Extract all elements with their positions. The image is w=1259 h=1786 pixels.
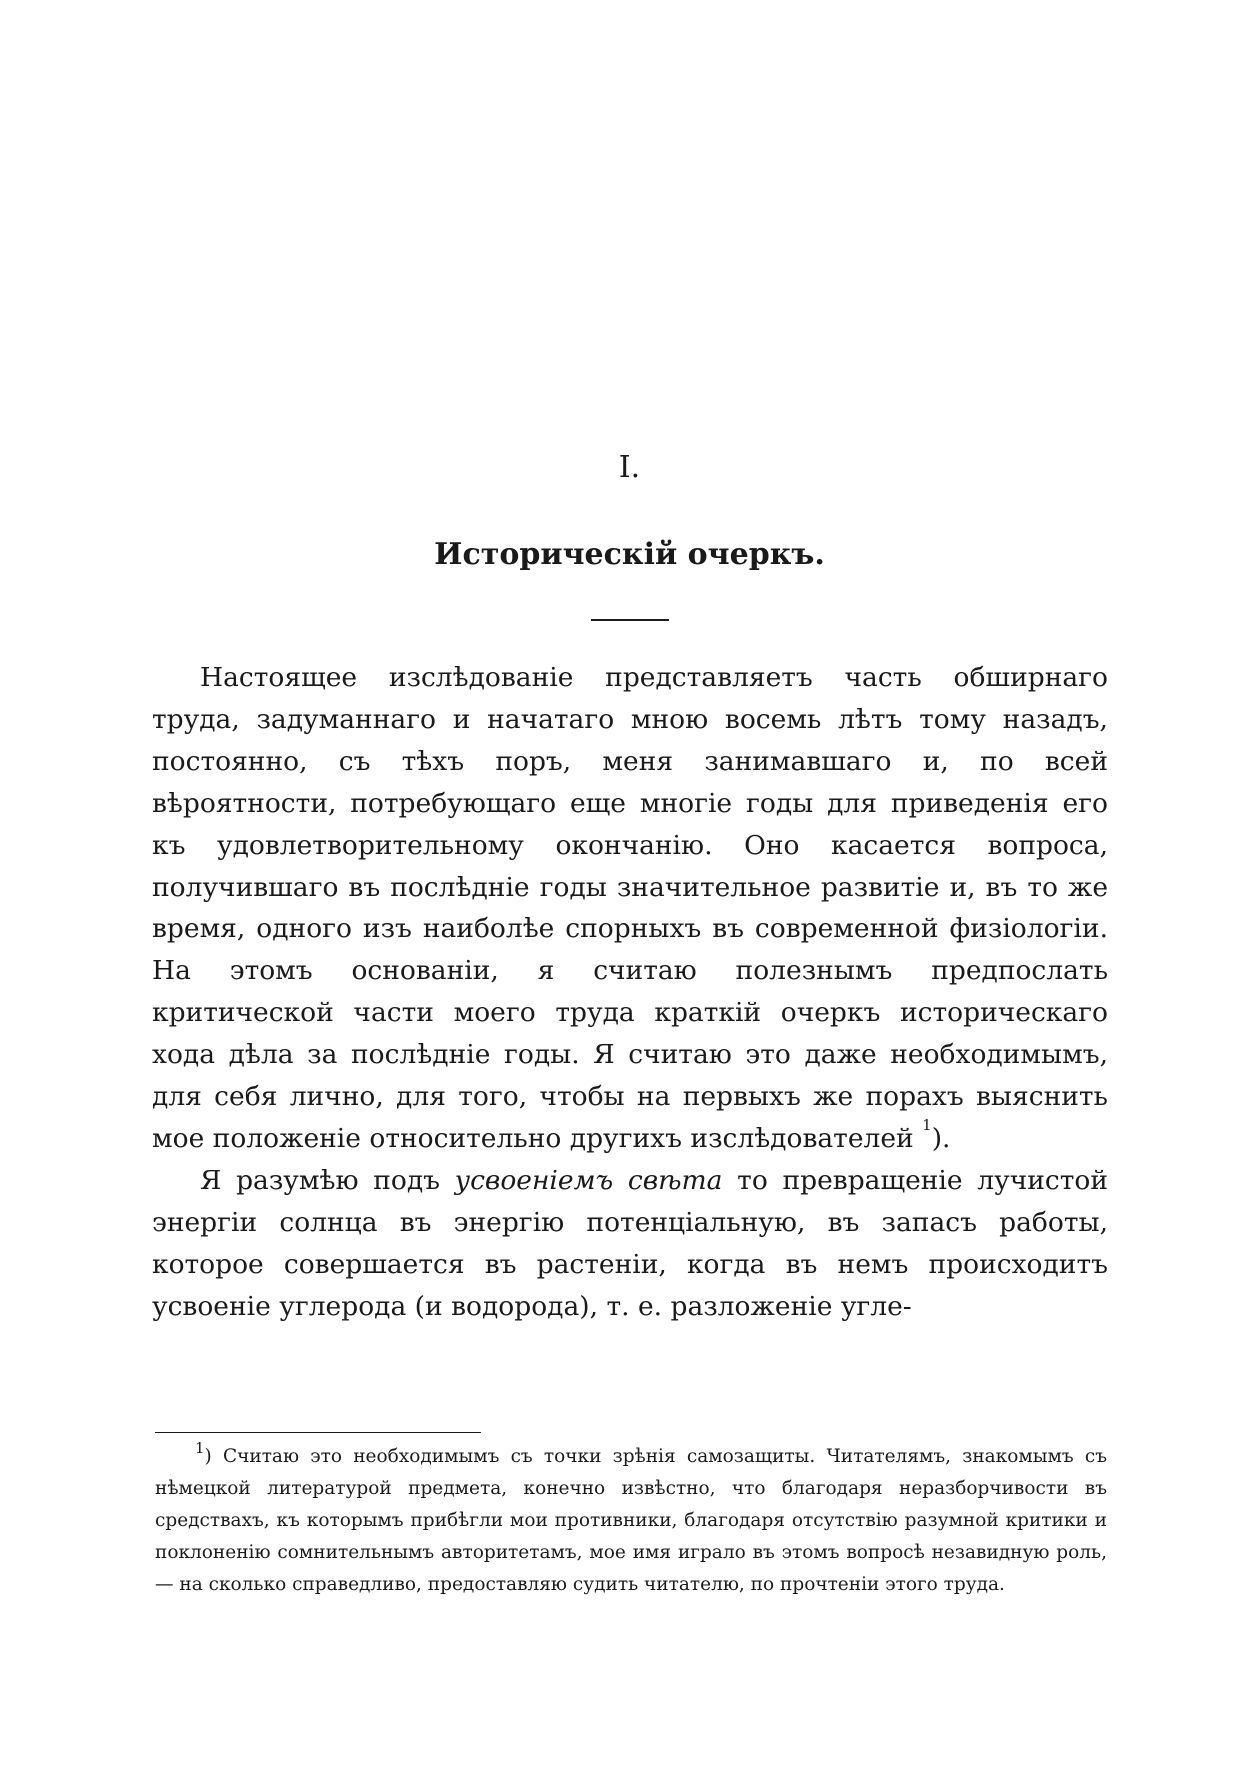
paragraph-text: то превращеніе лучистой энергіи солнца въ энергію потенціальную, въ запасъ работы, которое совершается въ растеніи, когда въ немъ происходитъ усвоеніе углерода (и водорода), т. е. разложеніе угле- [152,1164,1108,1322]
title-divider [591,619,669,621]
footnote-marker: 1 [195,1439,205,1457]
paragraph-text: Настоящее изслѣдованіе представляетъ часть обширнаго труда, задуманнаго и начатаго мною восемь лѣтъ тому назадъ, постоянно, съ тѣхъ поръ, меня занимавшаго и, по всей вѣроятности, потребующаго еще многіе годы для приведенія его къ удовлетворительному окончанію. Оно касается вопроса, получившаго въ послѣдніе годы значительное развитіе и, въ то же время, одного изъ наиболѣе спорныхъ въ современной физіологіи. На этомъ основаніи, я считаю полезнымъ предпослать критической части моего труда краткій очеркъ историческаго хода дѣла за послѣдніе годы. Я считаю это даже необходимымъ, для себя лично, для того, чтобы на первыхъ же порахъ выяснить мое положеніе относительно другихъ изслѣдователей [152,662,1108,1154]
footnote [155,1441,1107,1601]
footnote-text: ) Считаю это необходимымъ съ точки зрѣнія самозащиты. Читателямъ, знакомымъ съ нѣмецкой литературой предмета, конечно извѣстно, что благодаря неразборчивости въ средствахъ, къ которымъ прибѣгли мои противники, благодаря отсутствію разумной критики и поклоненію сомнительнымъ авторитетамъ, мое имя играло въ этомъ вопросѣ незавидную роль,— на сколько справедливо, предоставляю судить читателю, по прочтеніи этого труда. [155,1446,1107,1595]
paragraph [152,657,1108,1160]
footnote-divider [155,1432,481,1433]
footnote-reference: 1 [922,1115,932,1134]
paragraph-text: Я разумѣю подъ [200,1164,441,1196]
footnotes [155,1441,1107,1601]
paragraph [152,1160,1108,1328]
emphasized-term: усвоеніемъ свѣта [454,1164,723,1196]
body-text [152,657,1108,1328]
chapter-number: I. [618,450,641,485]
paragraph-end: ). [931,1122,951,1154]
chapter-title: Историческій очеркъ. [434,537,825,572]
